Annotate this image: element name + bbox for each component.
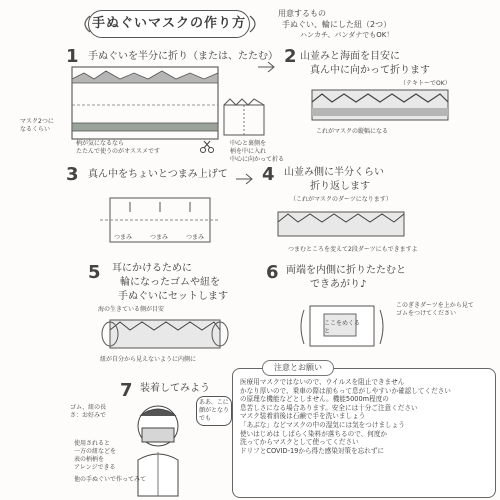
step2-text: 山並みと海面を目安に xyxy=(300,51,400,62)
step4-illustration xyxy=(276,208,406,242)
step4-text3: （これがマスクのダーツになります） xyxy=(290,196,392,203)
notice-item: かなり厚いので、乗車の際は前もって息がしやすいか確認してください xyxy=(240,386,451,395)
step5-note2: 紐が自分から見えないように内側に xyxy=(100,356,197,363)
step3-number: 3 xyxy=(66,164,79,185)
step3-label-a: つまみ xyxy=(114,234,133,241)
notice-item: 「あぶな」などマスクの中の湿気には気をつけましょう xyxy=(240,420,405,429)
step1-text: 手ぬぐいを半分に折り（または、たたむ） xyxy=(88,51,278,62)
step7-note-c: 一方の紐などを xyxy=(74,448,117,455)
step4-text: 山並み側に半分くらい xyxy=(284,167,384,178)
step3-label-c: つまみ xyxy=(186,234,205,241)
step6-inner-label: ここをめくると xyxy=(324,320,361,335)
step7-note-b: 使用されると xyxy=(74,440,111,447)
step6-text2: できあがり♪ xyxy=(310,279,367,290)
step5-text2: 輪になったゴムや紐を xyxy=(120,277,220,288)
step2-text2: 真ん中に向かって折ります xyxy=(310,65,430,76)
step5-text3: 手ぬぐいにセットします xyxy=(118,291,228,302)
step7-number: 7 xyxy=(120,380,133,401)
step7-note-a: ゴム、紐の長さ：お好みで xyxy=(70,404,107,419)
page-title: 手ぬぐいマスクの作り方 xyxy=(88,10,250,38)
step1-fold-illustration xyxy=(222,95,268,139)
notice-item: 医療用マスクではないので、ウイルスを阻止できません xyxy=(240,378,405,386)
notice-item: 息苦しさになる場合あります。安全には十分ご注意ください xyxy=(240,403,418,412)
notice-title: 注意とお願い xyxy=(262,360,334,376)
step1-side-note2: 柄を中に入れ xyxy=(230,148,267,155)
step1-side-note3: 中心に向かって折る xyxy=(230,156,285,163)
step6-text: 両端を内側に折りたたむと xyxy=(286,265,406,276)
step3-text: 真ん中をちょいとつまみ上げて xyxy=(88,169,228,180)
step6-side-note: このぎきダーツを上から見てゴムをつけてください xyxy=(396,302,474,317)
notice-item: ドリフとCOVID-19から得た感染対策を忘れずに xyxy=(240,446,385,455)
step5-number: 5 xyxy=(88,262,101,283)
step7-note-f: 他の手ぬぐいで作ってみて xyxy=(74,476,147,483)
arrow-icon xyxy=(236,172,256,186)
title-flourish xyxy=(80,16,92,32)
step2-folded-illustration xyxy=(310,88,450,124)
arrow-icon xyxy=(258,60,278,74)
step6-number: 6 xyxy=(266,262,279,283)
step1-side-note: 中心と裏側を xyxy=(230,140,267,147)
materials-heading: 用意するもの xyxy=(278,9,326,18)
materials-alt: ハンカチ、バンダナでもOK！ xyxy=(300,31,394,39)
step5-illustration xyxy=(100,314,230,354)
notice-item: 洗ってからマスクとして使ってください xyxy=(240,438,359,447)
scissors-icon xyxy=(200,140,214,154)
step1-number: 1 xyxy=(66,46,79,67)
step2-note: これがマスクの縦幅になる xyxy=(316,128,389,135)
step1-note-b: 柄が気になるなら xyxy=(76,140,125,147)
step4-note: つまむところを変えて2段ダーツにもできますよ xyxy=(288,246,418,253)
step2-text3: （テキトーでOK） xyxy=(400,80,451,87)
title-flourish-right xyxy=(250,16,262,32)
notice-item: 使いはじめは しばらく染料が落ちるので、何度か xyxy=(240,429,388,438)
step1-towel-illustration xyxy=(70,65,220,145)
step4-number: 4 xyxy=(262,164,275,185)
step2-number: 2 xyxy=(284,46,297,67)
notice-item: マスク装着前後は石鹸で手を洗いましょう xyxy=(240,412,366,421)
step7-speech: ああ、こに顔がとなりでも xyxy=(196,396,232,426)
step1-note-a: マスク2つになるくらい xyxy=(20,118,54,133)
notice-item: の原理な機能などとしません。機能5000m程度の xyxy=(240,395,389,404)
step5-text: 耳にかけるために xyxy=(112,263,192,274)
step7-note-d: 表の柄柄を xyxy=(74,456,105,463)
step1-note-c: たたんで使うのがオススメです xyxy=(76,148,160,155)
step5-note: 海の生きている側が目安 xyxy=(98,306,165,313)
step4-text2: 折り返します xyxy=(310,181,370,192)
step7-note-e: アレンジできる xyxy=(74,464,116,471)
materials-items: 手ぬぐい、輪にした紐（2つ） xyxy=(282,20,392,29)
materials-block xyxy=(278,8,488,40)
step3-label-b: つまみ xyxy=(150,234,169,241)
step7-text: 装着してみよう xyxy=(140,383,210,394)
notice-list xyxy=(240,378,490,455)
